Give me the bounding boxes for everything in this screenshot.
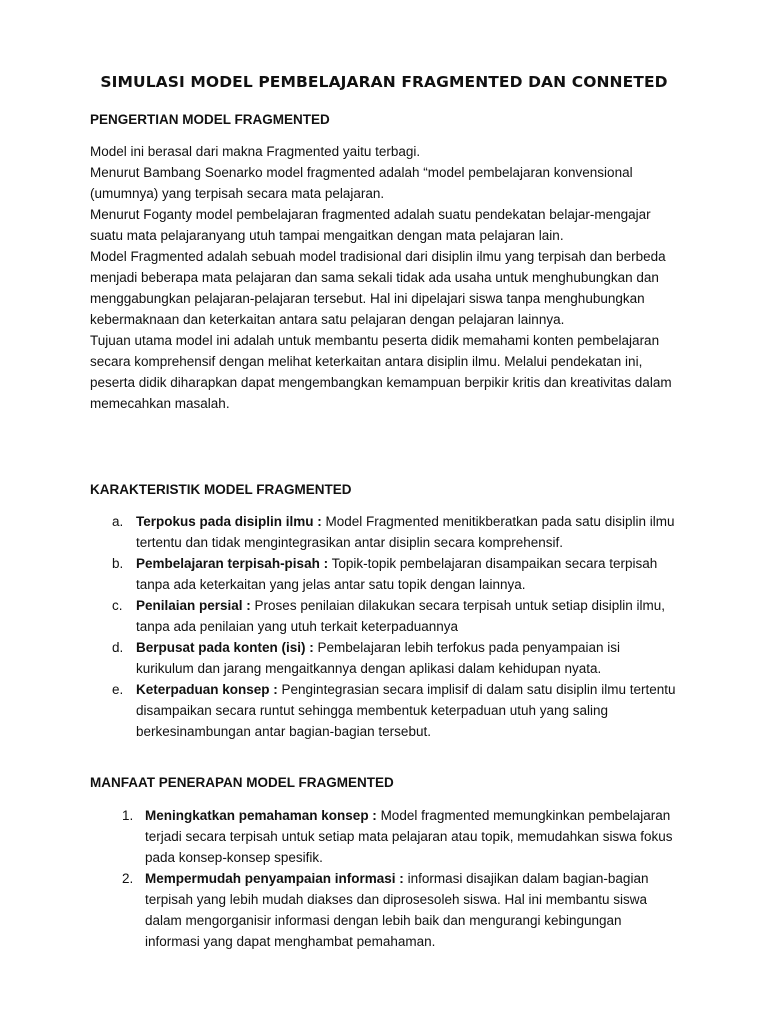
list-marker: e. [112,682,124,697]
pengertian-body [90,141,680,414]
paragraph: Tujuan utama model ini adalah untuk membantu peserta didik memahami konten pembelajaran secara komprehensif dengan melihat keterkaitan antara disiplin ilmu. Melalui pendekatan ini, peserta didik diharapkan dapat mengembangkan kemampuan berpikir kritis dan kreativitas dalam memecahkan masalah. [90,333,672,411]
item-term: Penilaian persial : [136,598,251,613]
list-marker: 2. [122,871,134,886]
document-title: SIMULASI MODEL PEMBELAJARAN FRAGMENTED DAN CONNETED [100,73,668,91]
item-term: Mempermudah penyampaian informasi : [145,871,404,886]
item-term: Keterpaduan konsep : [136,682,278,697]
paragraph: Menurut Foganty model pembelajaran fragmented adalah suatu pendekatan belajar-mengajar suatu mata pelajaranyang utuh tampai mengaitkan dengan mata pelajaran lain. [90,207,651,243]
list-marker: b. [112,556,124,571]
list-item [90,553,680,595]
item-term: Meningkatkan pemahaman konsep : [145,808,377,823]
section-heading-karakteristik: KARAKTERISTIK MODEL FRAGMENTED [90,482,352,497]
paragraph: Menurut Bambang Soenarko model fragmented adalah “model pembelajaran konvensional (umumnya) yang terpisah secara mata pelajaran. [90,165,633,201]
list-item [90,511,680,553]
list-item [90,868,680,952]
list-item [90,595,680,637]
section-heading-pengertian: PENGERTIAN MODEL FRAGMENTED [90,112,330,127]
list-item [90,679,680,742]
paragraph: Model ini berasal dari makna Fragmented yaitu terbagi. [90,144,421,159]
list-marker: d. [112,640,124,655]
section-heading-manfaat: MANFAAT PENERAPAN MODEL FRAGMENTED [90,775,394,790]
manfaat-list [90,805,680,952]
item-text: Topik-topik pembelajaran disampaikan secara terpisah tanpa ada keterkaitan yang jelas antar satu topik dengan lainnya. [136,556,658,592]
item-term: Terpokus pada disiplin ilmu : [136,514,322,529]
item-term: Berpusat pada konten (isi) : [136,640,314,655]
item-text: Model Fragmented menitikberatkan pada satu disiplin ilmu tertentu dan tidak mengintegrasikan antar disiplin secara komprehensif. [136,514,675,550]
list-marker: a. [112,514,124,529]
paragraph: Model Fragmented adalah sebuah model tradisional dari disiplin ilmu yang terpisah dan berbeda menjadi beberapa mata pelajaran dan sama sekali tidak ada usaha untuk menghubungkan dan menggabungkan pelajaran-pelajaran tersebut. Hal ini dipelajari siswa tanpa menghubungkan kebermaknaan dan keterkaitan antara satu pelajaran dengan pelajaran lainnya. [90,249,666,327]
item-text: informasi disajikan dalam bagian-bagian terpisah yang lebih mudah diakses dan diprosesoleh siswa. Hal ini membantu siswa dalam mengorganisir informasi dengan lebih baik dan mengurangi kebingungan informasi yang dapat menghambat pemahaman. [145,871,649,949]
item-text: Proses penilaian dilakukan secara terpisah untuk setiap disiplin ilmu, tanpa ada penilaian yang utuh terkait keterpaduannya [136,598,666,634]
karakteristik-list [90,511,680,742]
item-term: Pembelajaran terpisah-pisah : [136,556,329,571]
item-text: Model fragmented memungkinkan pembelajaran terjadi secara terpisah untuk setiap mata pelajaran atau topik, memudahkan siswa fokus pada konsep-konsep spesifik. [145,808,673,865]
list-item [90,805,680,868]
list-item [90,637,680,679]
item-text: Pengintegrasian secara implisif di dalam satu disiplin ilmu tertentu disampaikan secara runtut sehingga membentuk keterpaduan utuh yang saling berkesinambungan antar bagian-bagian tersebut. [136,682,676,739]
list-marker: c. [112,598,123,613]
item-text: Pembelajaran lebih terfokus pada penyampaian isi kurikulum dan jarang mengaitkannya dengan aplikasi dalam kehidupan nyata. [136,640,620,676]
list-marker: 1. [122,808,134,823]
